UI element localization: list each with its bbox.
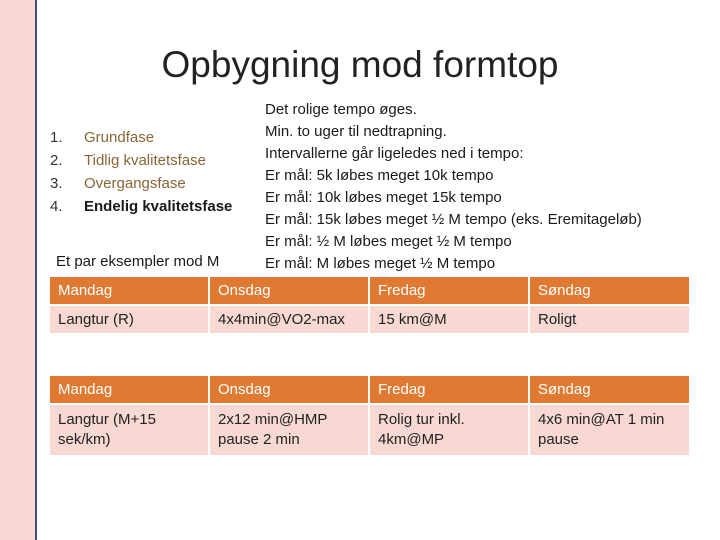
notes-text-block	[265, 99, 642, 275]
table-cell: 4x4min@VO2-max	[209, 305, 369, 334]
note-line: Er mål: 15k løbes meget ½ M tempo (eks. Eremitageløb)	[265, 211, 642, 228]
header-cell-sunday: Søndag	[529, 375, 690, 404]
phase-item	[50, 195, 232, 218]
phase-number: 1.	[50, 129, 63, 146]
note-line: Min. to uger til nedtrapning.	[265, 123, 447, 140]
table-row	[49, 404, 690, 456]
phase-label: Endelig kvalitetsfase	[84, 198, 233, 215]
table-cell: Roligt	[529, 305, 690, 334]
phase-number: 3.	[50, 175, 63, 192]
table-cell: 15 km@M	[369, 305, 529, 334]
phase-number: 4.	[50, 198, 63, 215]
note-line: Er mål: 5k løbes meget 10k tempo	[265, 167, 494, 184]
header-cell-wednesday: Onsdag	[209, 375, 369, 404]
phase-label: Overgangsfase	[84, 175, 186, 192]
phase-label: Grundfase	[84, 129, 155, 146]
header-cell-friday: Fredag	[369, 375, 529, 404]
note-line: Er mål: ½ M løbes meget ½ M tempo	[265, 233, 512, 250]
table-cell: 2x12 min@HMP pause 2 min	[209, 404, 369, 456]
note-line: Er mål: M løbes meget ½ M tempo	[265, 255, 496, 272]
phase-item	[50, 149, 232, 172]
schedule-table-2	[48, 374, 691, 457]
header-cell-monday: Mandag	[49, 375, 209, 404]
note-line: Det rolige tempo øges.	[265, 101, 417, 118]
phase-number: 2.	[50, 152, 63, 169]
table-header-row	[49, 375, 690, 404]
table-cell: Langtur (M+15 sek/km)	[49, 404, 209, 456]
table-cell: 4x6 min@AT 1 min pause	[529, 404, 690, 456]
left-decorative-band	[0, 0, 37, 540]
header-cell-monday: Mandag	[49, 276, 209, 305]
phase-item	[50, 126, 232, 149]
phase-item	[50, 172, 232, 195]
table-row	[49, 305, 690, 334]
example-caption: Et par eksempler mod M	[56, 253, 220, 270]
phase-list	[50, 126, 232, 218]
note-line: Er mål: 10k løbes meget 15k tempo	[265, 189, 502, 206]
header-cell-sunday: Søndag	[529, 276, 690, 305]
table-header-row	[49, 276, 690, 305]
header-cell-wednesday: Onsdag	[209, 276, 369, 305]
slide-title: Opbygning mod formtop	[161, 44, 559, 85]
phase-label: Tidlig kvalitetsfase	[84, 152, 206, 169]
schedule-table-1	[48, 275, 691, 335]
table-cell: Langtur (R)	[49, 305, 209, 334]
note-line: Intervallerne går ligeledes ned i tempo:	[265, 145, 524, 162]
table-cell: Rolig tur inkl. 4km@MP	[369, 404, 529, 456]
header-cell-friday: Fredag	[369, 276, 529, 305]
